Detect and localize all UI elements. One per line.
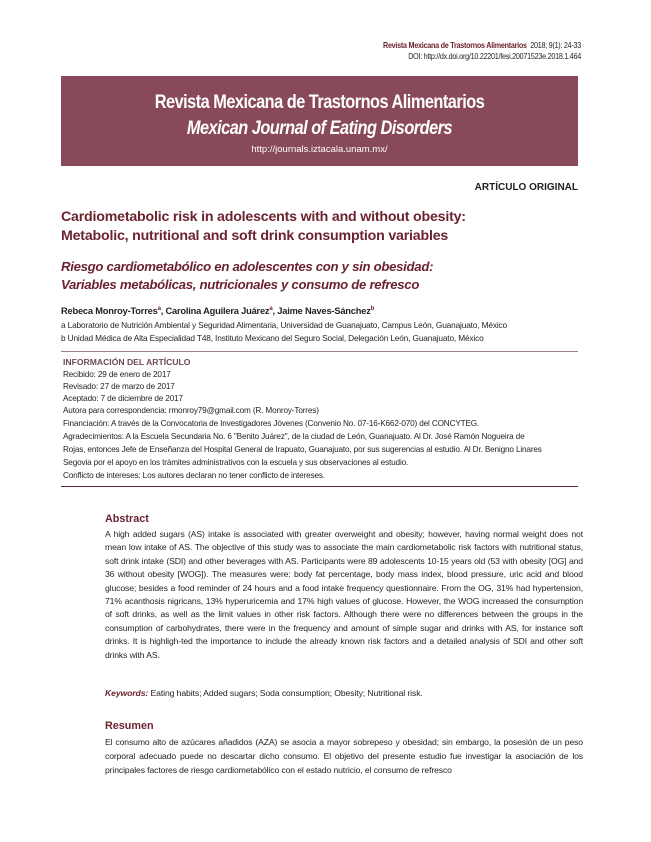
title-es-line: Variables metabólicas, nutricionales y consumo de refresco [61, 277, 420, 292]
funding: Financiación: A través de la Convocatoria de Investigadores Jóvenes (Convenio No. 07-16-K662-070) del CONCYTEG. [63, 419, 480, 428]
accepted-date: Aceptado: 7 de diciembre de 2017 [63, 394, 183, 403]
article-title-es [61, 258, 591, 294]
journal-title-es: Revista Mexicana de Trastornos Alimentarios [154, 92, 485, 113]
title-es-line: Riesgo cardiometabólico en adolescentes con y sin obesidad: [61, 259, 434, 274]
resumen-text: El consumo alto de azúcares añadidos (AZA) se asocia a mayor sobrepeso y obesidad; sin embargo, la posesión de un peso corporal adecuado puede no descartar dicho consumo. El objetivo del presente estudio fue investigar la asociación de los principales factores de riesgo cardiometabólico con el estado nutricio, el consumo de refresco [105, 737, 583, 775]
keywords-label: Keywords: [105, 688, 149, 698]
article-type: ARTÍCULO ORIGINAL [474, 182, 578, 193]
corresponding-author: Autora para correspondencia: rmonroy79@gmail.com (R. Monroy-Torres) [63, 406, 319, 415]
keywords [105, 688, 423, 698]
affiliation-b: b Unidad Médica de Alta Especialidad T48, Instituto Mexicano del Seguro Social, Delegación León, Guanajuato, México [61, 333, 484, 343]
citation-volume: 2018; 9(1): 24-33 [530, 41, 581, 50]
conflict-of-interest: Conflicto de intereses: Los autores declaran no tener conflicto de intereses. [63, 471, 325, 480]
affiliation-a: a Laboratorio de Nutrición Ambiental y Seguridad Alimentaria, Universidad de Guanajuato, Campus León, Guanajuato, México [61, 320, 507, 330]
title-en-line: Metabolic, nutritional and soft drink consumption variables [61, 228, 449, 244]
author-affiliation-mark: a [157, 306, 161, 312]
citation-doi[interactable]: DOI: http://dx.doi.org/10.22201/fesi.20071523e.2018.1.464 [408, 52, 581, 61]
article-info-heading: INFORMACIÓN DEL ARTÍCULO [63, 357, 191, 367]
citation-line [383, 40, 581, 51]
resumen-heading: Resumen [105, 720, 154, 732]
author-name: Rebeca Monroy-Torres [61, 306, 158, 317]
author-affiliation-mark: b [370, 306, 375, 312]
revised-date: Revisado: 27 de marzo de 2017 [63, 382, 175, 391]
citation-header [383, 40, 581, 62]
journal-url[interactable]: http://journals.iztacala.unam.mx/ [251, 144, 388, 155]
article-info-box [61, 351, 578, 487]
author-affiliation-mark: a [269, 306, 273, 312]
author-name: Jaime Naves-Sánchez [277, 306, 371, 317]
title-en-line: Cardiometabolic risk in adolescents with and without obesity: [61, 209, 466, 225]
abstract-text: A high added sugars (AS) intake is associated with greater overweight and obesity; however, having normal weight does not mean low intake of AS. The objective of this study was to associate the main cardiometabolic risk factors with nutritional status, soft drink intake (SDI) and other beverages with AS. Participants were 89 adolescents 10-15 years old (53 with obesity [OG] and 36 without obesity [WOG]). The measures were: body fat percentage, body mass index, blood pressure, uric acid and blood glucose; besides a food reminder of 24 hours and a food intake frequency questionnaire. From the OG, 31% had hypertension, 71% acanthosis nigricans, 13% hyperuricemia and 17% high values of glucose. However, the WOG increased the consumption of soft drinks, as well as the limit values in other risk factors. Although there were no differences between the groups in the consumption of carbohydrates, there were in the frequency and amount of simple sugar and drinks with AS, for instance soft drinks. It is highligh-ted the importance to include the already known risk factors and a detailed analysis of SDI and other soft drinks with AS. [105, 529, 583, 660]
acknowledgements-line: Agradecimientos: A la Escuela Secundaria No. 6 "Benito Juárez", de la ciudad de León, Guanajuato. Al Dr. José Ramón Nogueira de [63, 432, 525, 441]
article-title-en [61, 208, 591, 246]
author-name: Carolina Aguilera Juárez [165, 306, 270, 317]
acknowledgements-line: Segovia por el apoyo en los trámites administrativos con la escuela y sus observaciones al estudio. [63, 458, 409, 467]
keywords-list: Eating habits; Added sugars; Soda consumption; Obesity; Nutritional risk. [148, 688, 423, 698]
received-date: Recibido: 29 de enero de 2017 [63, 370, 171, 379]
citation-journal: Revista Mexicana de Trastornos Alimentarios [382, 41, 527, 50]
author-list: Rebeca Monroy-Torres$^a$, Carolina Aguilera Juárez$^a$, Jaime Naves-Sánchez$^b$ [61, 306, 375, 317]
journal-title-en: Mexican Journal of Eating Disorders [186, 118, 453, 139]
abstract-heading: Abstract [105, 513, 149, 525]
acknowledgements-line: Rojas, entonces Jefe de Enseñanza del Hospital General de Irapuato, Guanajuato, por sus sugerencias al estudio. Al Dr. Benigno Linares [63, 445, 542, 454]
journal-banner [61, 76, 578, 166]
